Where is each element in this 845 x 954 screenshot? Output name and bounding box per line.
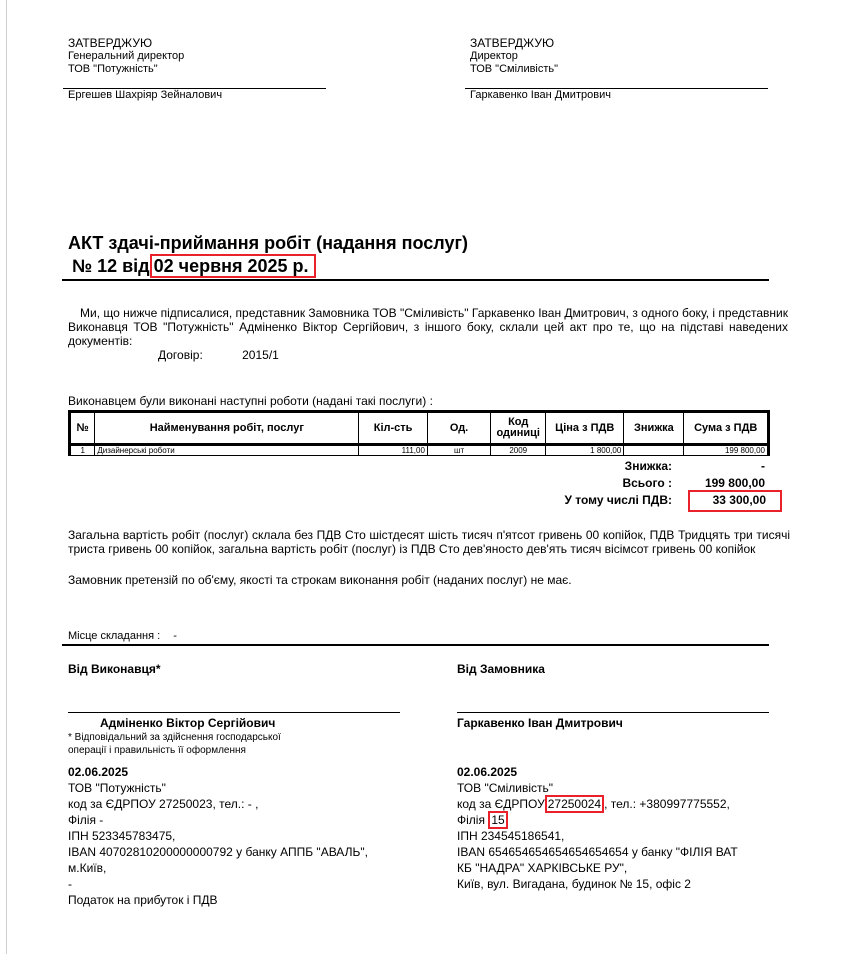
executor-name: Адміненко Віктор Сергійович	[100, 716, 276, 730]
customer-branch-line	[457, 812, 738, 828]
works-caption: Виконавцем були виконані наступні роботи (надані такі послуги) :	[68, 394, 433, 408]
customer-iban2: КБ "НАДРА" ХАРКІВСЬКЕ РУ",	[457, 861, 628, 875]
discount-label: Знижка:	[624, 459, 672, 473]
customer-ipn: ІПН 234545186541,	[457, 829, 565, 843]
customer-name: Гаркавенко Іван Дмитрович	[457, 716, 623, 730]
summary-text: Загальна вартість робіт (послуг) склала без ПДВ Сто шістдесят шість тисяч п'ятсот гривень 00 копійок, ПДВ Тридцять три тисячі триста гривень 00 копійок, загальна вартість робіт (послуг) із ПДВ Сто дев'яносто дев'ять тисяч вісімсот гривень 00 копійок	[68, 528, 790, 556]
col-header: Код одиниці	[491, 412, 546, 445]
intro-text: Ми, що нижче підписалися, представник Замовника ТОВ "Сміливість" Гаркавенко Іван Дмитрович, з одного боку, і представник Виконавця ТОВ "Потужність" Адміненко Віктор Сергійович, з іншого боку, склали цей акт про те, що на підставі наведених документів:	[68, 306, 788, 348]
table-header-row	[70, 412, 769, 445]
executor-city: м.Київ,	[68, 861, 107, 875]
place-rule	[62, 644, 769, 646]
approval-name: Гаркавенко Іван Дмитрович	[470, 89, 611, 101]
executor-note	[68, 731, 281, 757]
executor-dash: -	[68, 877, 72, 891]
total-value: 199 800,00	[704, 476, 765, 490]
cell-qty: 111,00	[359, 445, 428, 456]
customer-details	[457, 764, 738, 892]
vat-label: У тому числі ПДВ:	[564, 493, 672, 507]
contract-value: 2015/1	[242, 348, 279, 362]
customer-date: 02.06.2025	[457, 765, 518, 779]
customer-company: ТОВ "Сміливість"	[457, 781, 554, 795]
col-header: Ціна з ПДВ	[546, 412, 624, 445]
title-date: 02 червня 2025 р.	[150, 254, 316, 278]
executor-signature-line	[68, 712, 400, 713]
title-number: № 12 від	[72, 256, 150, 276]
cell-unit-code: 2009	[491, 445, 546, 456]
approval-customer	[470, 36, 768, 102]
document-title	[68, 232, 468, 278]
approval-company: ТОВ "Потужність"	[68, 63, 158, 75]
contract-label: Договір:	[158, 348, 203, 362]
executor-date: 02.06.2025	[68, 765, 129, 779]
approval-position: Директор	[470, 50, 518, 62]
col-header: Од.	[427, 412, 490, 445]
approval-name: Ергешев Шахріяр Зейналович	[68, 89, 223, 101]
executor-ipn: ІПН 523345783475,	[68, 829, 176, 843]
customer-heading: Від Замовника	[457, 662, 545, 676]
executor-iban: IBAN 40702810200000000792 у банку АППБ "АВАЛЬ",	[68, 845, 368, 859]
col-header: Кіл-сть	[359, 412, 428, 445]
works-table	[68, 410, 770, 456]
place-value: -	[173, 630, 177, 642]
executor-note-line1: * Відповідальний за здійснення господарської	[68, 732, 281, 743]
approval-company: ТОВ "Сміливість"	[470, 63, 559, 75]
approval-label: ЗАТВЕРДЖУЮ	[68, 36, 153, 50]
customer-phone: , тел.: +380997775552,	[604, 797, 730, 811]
title-line: АКТ здачі-приймання робіт (надання послуг)	[68, 233, 468, 253]
contract-line	[68, 348, 788, 362]
discount-value: -	[761, 459, 765, 473]
customer-branch: 15	[488, 811, 507, 829]
executor-details	[68, 764, 368, 908]
title-number-line	[68, 255, 468, 278]
vat-value-box	[688, 490, 782, 512]
place-line	[68, 630, 177, 643]
executor-company: ТОВ "Потужність"	[68, 781, 166, 795]
intro-paragraph	[68, 306, 788, 362]
cell-discount	[624, 445, 684, 456]
customer-signature-line	[457, 712, 769, 713]
approval-position: Генеральний директор	[68, 50, 185, 62]
customer-edrpou-prefix: код за ЄДРПОУ	[457, 797, 545, 811]
total-label: Всього :	[622, 476, 672, 490]
table-row	[70, 445, 769, 456]
claims-text: Замовник претензій по об'єму, якості та строкам виконання робіт (наданих послуг) не має.	[68, 573, 572, 587]
cell-unit: шт	[427, 445, 490, 456]
cell-name: Дизайнерські роботи	[95, 445, 359, 456]
approval-label: ЗАТВЕРДЖУЮ	[470, 36, 555, 50]
customer-branch-prefix: Філія	[457, 813, 485, 827]
executor-branch: Філія -	[68, 813, 104, 827]
vat-value: 33 300,00	[712, 493, 766, 507]
cell-no: 1	[70, 445, 95, 456]
page-edge	[6, 0, 7, 954]
approval-executor	[68, 36, 326, 102]
title-rule	[62, 279, 769, 281]
col-header: Найменування робіт, послуг	[95, 412, 359, 445]
cell-sum: 199 800,00	[684, 445, 769, 456]
col-header: №	[70, 412, 95, 445]
customer-edrpou: 27250024	[545, 795, 604, 813]
cell-price: 1 800,00	[546, 445, 624, 456]
executor-note-line2: операції і правильність її оформлення	[68, 745, 246, 756]
executor-tax: Податок на прибуток і ПДВ	[68, 893, 218, 907]
signature-line	[63, 78, 326, 89]
executor-edrpou: код за ЄДРПОУ 27250023, тел.: - ,	[68, 797, 259, 811]
executor-heading: Від Виконавця*	[68, 662, 161, 676]
col-header: Знижка	[624, 412, 684, 445]
col-header: Сума з ПДВ	[684, 412, 769, 445]
signature-line	[465, 78, 768, 89]
customer-iban1: IBAN 654654654654654654654 у банку "ФІЛІЯ ВАТ	[457, 845, 738, 859]
customer-edrpou-line	[457, 796, 738, 812]
place-label: Місце складання :	[68, 630, 161, 642]
customer-address: Київ, вул. Вигадана, будинок № 15, офіс 2	[457, 877, 691, 891]
